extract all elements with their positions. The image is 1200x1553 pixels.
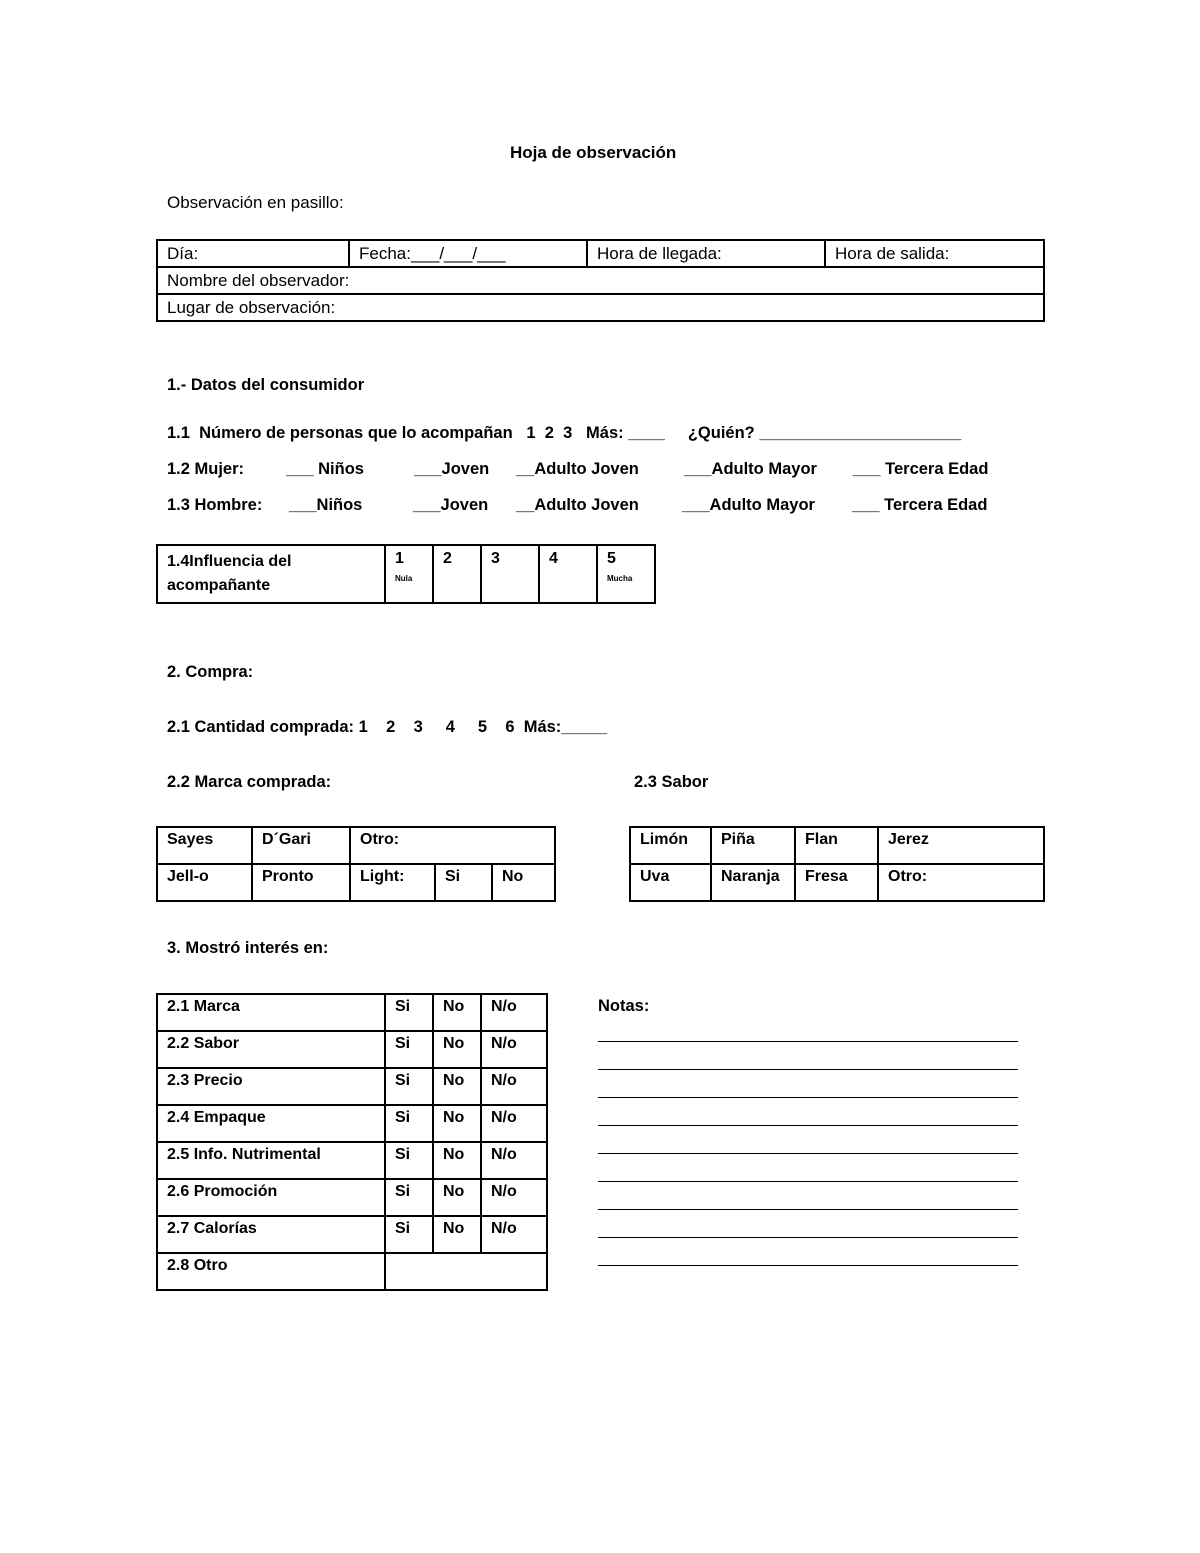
interest-no[interactable]: No xyxy=(433,1179,481,1216)
interest-label: 2.5 Info. Nutrimental xyxy=(157,1142,385,1179)
interest-label: 2.2 Sabor xyxy=(157,1031,385,1068)
q1-3-option-tercera-edad[interactable]: ___ Tercera Edad xyxy=(852,496,988,514)
flavor-naranja[interactable]: Naranja xyxy=(711,864,795,901)
q1-3-option-adulto-mayor[interactable]: ___Adulto Mayor xyxy=(682,496,815,514)
interest-label: 2.4 Empaque xyxy=(157,1105,385,1142)
interest-no[interactable]: No xyxy=(433,1216,481,1253)
interest-row xyxy=(157,1142,547,1179)
influence-scale-4[interactable]: 4 xyxy=(539,545,597,603)
interest-row xyxy=(157,1068,547,1105)
header-table xyxy=(156,239,1045,322)
interest-si[interactable]: Si xyxy=(385,1142,433,1179)
flavor-otro[interactable]: Otro: xyxy=(878,864,1044,901)
interest-label: 2.6 Promoción xyxy=(157,1179,385,1216)
q1-2-option-adulto-mayor[interactable]: ___Adulto Mayor xyxy=(684,460,817,478)
interest-row xyxy=(157,994,547,1031)
section2-heading: 2. Compra: xyxy=(167,663,254,681)
notes-line[interactable] xyxy=(598,1125,1018,1126)
interest-si[interactable]: Si xyxy=(385,1068,433,1105)
interest-si[interactable]: Si xyxy=(385,1031,433,1068)
interest-na[interactable]: N/o xyxy=(481,1031,547,1068)
interest-si[interactable]: Si xyxy=(385,994,433,1031)
interest-na[interactable]: N/o xyxy=(481,1105,547,1142)
notes-line[interactable] xyxy=(598,1097,1018,1098)
interest-label: 2.7 Calorías xyxy=(157,1216,385,1253)
section3-heading: 3. Mostró interés en: xyxy=(167,939,329,957)
brand-jello[interactable]: Jell-o xyxy=(157,864,252,901)
q2-1-text: 2.1 Cantidad comprada: 1 2 3 4 5 6 Más:_____ xyxy=(167,718,608,736)
interest-na[interactable]: N/o xyxy=(481,1068,547,1105)
q2-3-label: 2.3 Sabor xyxy=(634,773,709,791)
interest-no[interactable]: No xyxy=(433,1068,481,1105)
q1-2-option-adulto-joven[interactable]: __Adulto Joven xyxy=(516,460,639,478)
notes-line[interactable] xyxy=(598,1069,1018,1070)
interest-other-label: 2.8 Otro xyxy=(157,1253,385,1290)
section1-heading: 1.- Datos del consumidor xyxy=(167,376,365,394)
interest-na[interactable]: N/o xyxy=(481,994,547,1031)
interest-na[interactable]: N/o xyxy=(481,1142,547,1179)
interest-no[interactable]: No xyxy=(433,1142,481,1179)
notes-label: Notas: xyxy=(598,997,650,1015)
flavors-table xyxy=(629,826,1045,902)
notes-line[interactable] xyxy=(598,1153,1018,1154)
flavor-pina[interactable]: Piña xyxy=(711,827,795,864)
interest-si[interactable]: Si xyxy=(385,1105,433,1142)
dia-cell[interactable]: Día: xyxy=(157,240,349,267)
brand-light-no[interactable]: No xyxy=(492,864,555,901)
brand-light-si[interactable]: Si xyxy=(435,864,492,901)
q1-2-label: 1.2 Mujer: xyxy=(167,460,245,478)
brand-pronto[interactable]: Pronto xyxy=(252,864,350,901)
interest-table xyxy=(156,993,548,1291)
influence-table xyxy=(156,544,656,604)
interest-na[interactable]: N/o xyxy=(481,1179,547,1216)
interest-row xyxy=(157,1216,547,1253)
influence-scale-2[interactable]: 2 xyxy=(433,545,481,603)
flavor-flan[interactable]: Flan xyxy=(795,827,878,864)
flavor-limon[interactable]: Limón xyxy=(630,827,711,864)
interest-na[interactable]: N/o xyxy=(481,1216,547,1253)
notes-line[interactable] xyxy=(598,1237,1018,1238)
brand-sayes[interactable]: Sayes xyxy=(157,827,252,864)
brand-dgari[interactable]: D´Gari xyxy=(252,827,350,864)
brand-otro[interactable]: Otro: xyxy=(350,827,555,864)
influence-low-note: Nula xyxy=(395,574,413,583)
flavor-fresa[interactable]: Fresa xyxy=(795,864,878,901)
influence-label xyxy=(157,545,385,603)
influence-label-line2: acompañante xyxy=(167,577,271,594)
q1-1-text: 1.1 Número de personas que lo acompañan 1 2 3 Más: ____ ¿Quién? ______________________ xyxy=(167,424,962,442)
notes-line[interactable] xyxy=(598,1041,1018,1042)
hora-llegada-cell[interactable]: Hora de llegada: xyxy=(587,240,825,267)
interest-label: 2.1 Marca xyxy=(157,994,385,1031)
interest-row xyxy=(157,1179,547,1216)
brands-table xyxy=(156,826,556,902)
brand-light-label: Light: xyxy=(350,864,435,901)
interest-row xyxy=(157,1105,547,1142)
observador-cell[interactable]: Nombre del observador: xyxy=(157,267,1044,294)
q1-3-option-ninos[interactable]: ___Niños xyxy=(289,496,363,514)
notes-line[interactable] xyxy=(598,1209,1018,1210)
notes-line[interactable] xyxy=(598,1181,1018,1182)
flavor-uva[interactable]: Uva xyxy=(630,864,711,901)
interest-row-other xyxy=(157,1253,547,1290)
q1-2-option-joven[interactable]: ___Joven xyxy=(414,460,490,478)
page-title: Hoja de observación xyxy=(510,143,677,162)
influence-scale-3[interactable]: 3 xyxy=(481,545,539,603)
notes-line[interactable] xyxy=(598,1265,1018,1266)
influence-scale-1[interactable]: 1 Nula xyxy=(385,545,433,603)
fecha-cell[interactable]: Fecha:___/___/___ xyxy=(349,240,587,267)
subtitle: Observación en pasillo: xyxy=(167,193,344,212)
interest-no[interactable]: No xyxy=(433,1031,481,1068)
hora-salida-cell[interactable]: Hora de salida: xyxy=(825,240,1044,267)
influence-scale-5[interactable]: 5 Mucha xyxy=(597,545,655,603)
q1-2-option-ninos[interactable]: ___ Niños xyxy=(286,460,364,478)
q1-3-option-adulto-joven[interactable]: __Adulto Joven xyxy=(516,496,639,514)
q1-2-option-tercera-edad[interactable]: ___ Tercera Edad xyxy=(853,460,989,478)
interest-other-field[interactable] xyxy=(385,1253,547,1290)
influence-label-line1: 1.4Influencia del xyxy=(167,553,292,570)
q1-3-label: 1.3 Hombre: xyxy=(167,496,263,514)
interest-si[interactable]: Si xyxy=(385,1216,433,1253)
interest-label: 2.3 Precio xyxy=(157,1068,385,1105)
interest-no[interactable]: No xyxy=(433,1105,481,1142)
flavor-jerez[interactable]: Jerez xyxy=(878,827,1044,864)
influence-high-note: Mucha xyxy=(607,574,633,583)
q2-2-label: 2.2 Marca comprada: xyxy=(167,773,332,791)
interest-si[interactable]: Si xyxy=(385,1179,433,1216)
interest-no[interactable]: No xyxy=(433,994,481,1031)
lugar-cell[interactable]: Lugar de observación: xyxy=(157,294,1044,321)
q1-3-option-joven[interactable]: ___Joven xyxy=(413,496,489,514)
interest-row xyxy=(157,1031,547,1068)
